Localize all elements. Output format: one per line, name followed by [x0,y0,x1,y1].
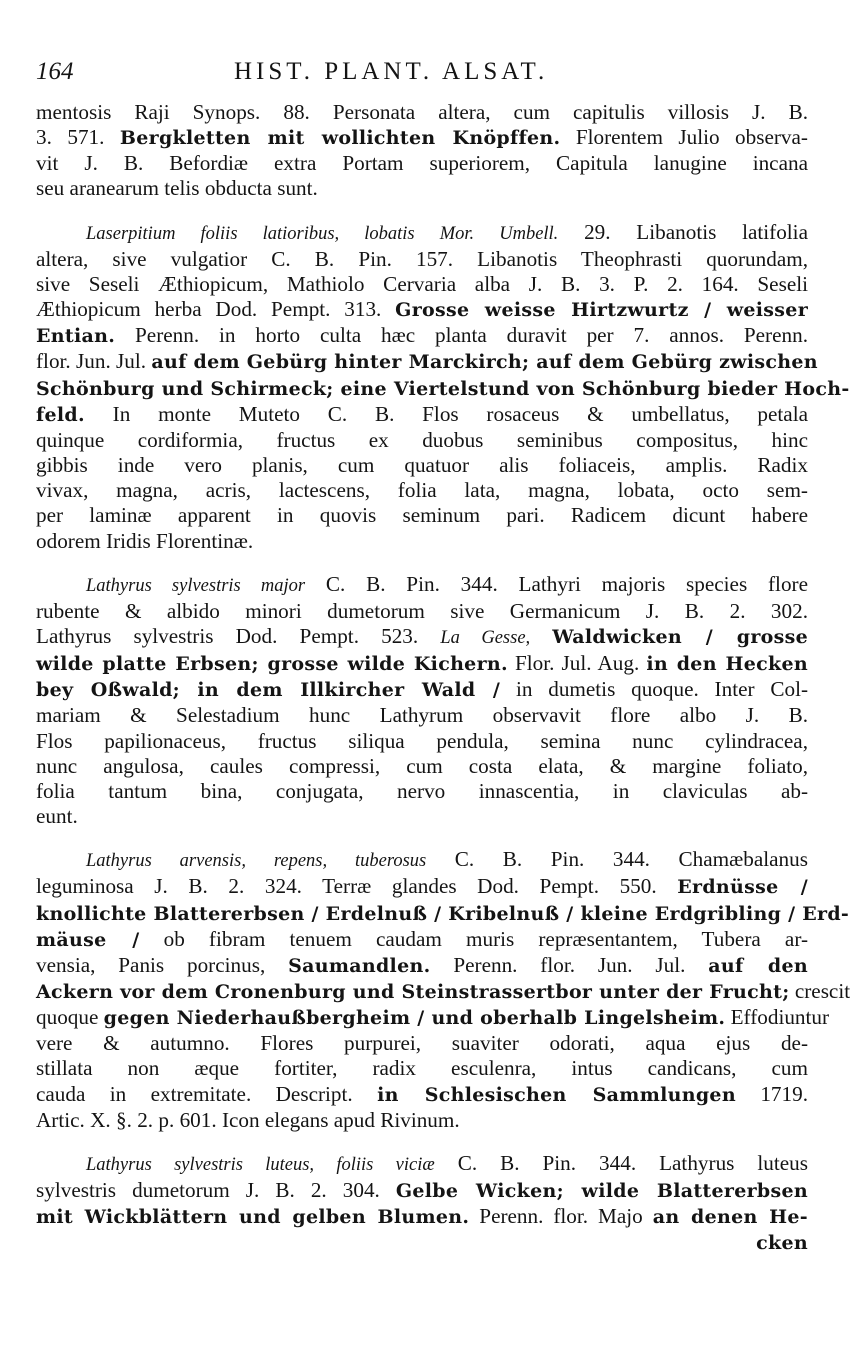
roman-text: sylvestris dumetorum J. B. 2. 304. [36,1178,396,1203]
roman-text: per laminæ apparent in quovis seminum pari. Radicem dicunt habere [36,503,808,528]
text-line [36,125,808,151]
text-line [36,151,808,176]
text-line [36,453,808,478]
blackletter-text: Saumandlen. [288,954,431,977]
roman-text: altera, sive vulgatior C. B. Pin. 157. Libanotis Theophrasti quorundam, [36,246,808,271]
italic-text: Lathyrus sylvestris luteus, foliis viciæ [86,1154,435,1175]
roman-text: vere & autumno. Flores purpurei, suaviter odorati, aqua ejus de- [36,1031,808,1056]
roman-text: 3. 571. [36,125,120,150]
entry-lathyrus-sylvestris-major [36,572,808,830]
blackletter-text: mäuse / [36,928,140,951]
blackletter-text: auf dem Gebürg hinter Marckirch; auf dem Gebürg zwischen [151,351,818,374]
text-line [36,349,818,375]
roman-text: vit J. B. Befordiæ extra Portam superiorem, Capitula lanugine incana [36,151,808,176]
roman-text: Perenn. in horto culta hæc planta duravit per 7. annos. Perenn. [115,323,808,348]
roman-text: 1719. [735,1081,808,1106]
text-line [36,599,808,624]
roman-text: vivax, magna, acris, lactescens, folia lata, magna, lobata, octo sem- [36,478,808,503]
blackletter-text: Grosse weisse Hirtzwurtz / weisser [395,299,808,322]
italic-text: Lathyrus sylvestris major [86,575,306,596]
italic-text: La Gesse, [440,627,531,648]
roman-text [530,624,552,648]
entry-lathyrus-sylvestris-luteus [36,1151,808,1257]
text-line [36,529,808,554]
roman-text: mentosis Raji Synops. 88. Personata altera, cum capitulis villosis J. B. [36,100,808,124]
text-line [36,1056,808,1081]
text-line [36,220,808,247]
text-line [36,1031,808,1056]
roman-text: stillata non æque fortiter, radix esculenra, intus candicans, cum [36,1056,808,1081]
italic-text: Laserpitium foliis latioribus, lobatis Mor. Umbell. [86,223,559,244]
roman-text: Perenn. flor. Majo [469,1204,653,1229]
roman-text: odorem Iridis Florentinæ. [36,528,254,553]
page-header [36,58,806,92]
roman-text: flor. Jun. Jul. [36,349,152,374]
text-line [36,1204,808,1230]
roman-text: quinque cordiformia, fructus ex duobus seminibus compositus, hinc [36,427,808,452]
text-line [36,874,808,900]
text-line [36,1151,808,1178]
roman-text: quoque [36,1005,104,1030]
roman-text: In monte Muteto C. B. Flos rosaceus & umbellatus, petala [84,401,808,426]
blackletter-text: gegen Niederhaußbergheim / und oberhalb Lingelsheim. [103,1007,726,1030]
roman-text: Florentem Julio observa- [560,125,808,150]
blackletter-text: bey Oßwald; in dem Illkircher Wald / [36,679,501,702]
roman-text: rubente & albido minori dumetorum sive Germanicum J. B. 2. 302. [36,598,808,623]
text-line [36,478,808,503]
text-line [36,272,808,297]
roman-text: folia tantum bina, conjugata, nervo innascentia, in claviculas ab- [36,778,808,803]
text-line [36,1082,808,1108]
roman-text: in dumetis quoque. Inter Col- [500,677,809,702]
roman-text: nunc angulosa, caules compressi, cum costa elata, & margine foliato, [36,753,808,778]
text-line [36,297,808,323]
blackletter-text: Waldwicken / grosse [552,625,808,648]
text-line [36,323,808,349]
text-line [36,901,850,927]
blackletter-text: in Schlesischen Sammlungen [377,1083,736,1106]
roman-text: vensia, Panis porcinus, [36,952,289,977]
roman-text: leguminosa J. B. 2. 324. Terræ glandes Dod. Pempt. 550. [36,874,678,899]
blackletter-text: knollichte Blattererbsen / Erdelnuß / Kribelnuß / kleine Erdgribling / Erd- [36,902,850,925]
text-line [36,729,808,754]
blackletter-text: in den Hecken [646,653,808,676]
body-text [36,100,850,1257]
blackletter-text: Entian. [36,325,116,348]
roman-text: C. B. Pin. 344. Lathyrus luteus [434,1150,808,1175]
text-line [36,1230,808,1256]
blackletter-text: cken [756,1232,808,1255]
blackletter-text: Bergkletten mit wollichten Knöpffen. [119,127,561,150]
text-line [36,402,808,428]
text-line [36,1178,808,1204]
text-line [36,176,808,201]
blackletter-text: Schönburg und Schirmeck; eine Viertelstund von Schönburg bieder Hoch- [36,377,850,400]
roman-text: crescit [789,979,850,1003]
text-line [36,428,808,453]
blackletter-text: Ackern vor dem Cronenburg und Steinstrassertbor unter der Frucht; [36,981,790,1003]
roman-text: Artic. X. §. 2. p. 601. Icon elegans apud Rivinum. [36,1107,460,1132]
page-number: 164 [36,58,74,85]
roman-text: Flos papilionaceus, fructus siliqua pendula, semina nunc cylindracea, [36,728,808,753]
text-line [36,927,808,953]
blackletter-text: auf den [708,954,808,977]
roman-text: mariam & Selestadium hunc Lathyrum observavit flore albo J. B. [36,703,808,728]
text-line [36,572,808,599]
text-line [36,1108,808,1133]
roman-text: Lathyrus sylvestris Dod. Pempt. 523. [36,623,441,648]
blackletter-text: Erdnüsse / [677,876,808,899]
blackletter-text: Gelbe Wicken; wilde Blattererbsen [395,1180,808,1203]
roman-text: seu aranearum telis obducta sunt. [36,176,318,201]
italic-text: Lathyrus arvensis, repens, tuberosus [86,851,427,872]
roman-text: cauda in extremitate. Descript. [36,1081,378,1106]
roman-text: sive Seseli Æthiopicum, Mathiolo Cervaria alba J. B. 3. P. 2. 164. Seseli [36,271,808,296]
text-line [36,703,808,728]
text-line [36,376,850,402]
roman-text: Flor. Jul. Aug. [507,651,647,676]
roman-text: C. B. Pin. 344. Lathyri majoris species flore [305,571,808,596]
text-line [36,100,808,125]
text-line [36,979,850,1005]
entry-personata-continued [36,100,808,202]
text-line [36,1005,830,1031]
text-line [36,847,808,874]
blackletter-text: wilde platte Erbsen; grosse wilde Kichern. [36,653,508,676]
roman-text: Effodiuntur [725,1005,830,1030]
text-line [36,754,808,779]
roman-text: C. B. Pin. 344. Chamæbalanus [426,847,808,872]
entry-lathyrus-arvensis [36,847,850,1133]
roman-text: Perenn. flor. Jun. Jul. [430,952,709,977]
text-line [36,624,808,651]
blackletter-text: mit Wickblättern und gelben Blumen. [36,1206,470,1229]
text-line [36,779,808,804]
text-line [36,503,808,528]
text-line [36,677,808,703]
roman-text: gibbis inde vero planis, cum quatuor alis foliaceis, amplis. Radix [36,453,808,478]
running-title: HIST. PLANT. ALSAT. [234,58,549,85]
entry-laserpitium [36,219,850,554]
roman-text: eunt. [36,804,78,829]
blackletter-text: feld. [36,403,85,426]
blackletter-text: an denen He- [652,1206,808,1229]
roman-text: ob fibram tenuem caudam muris repræsentantem, Tubera ar- [139,926,809,951]
text-line [36,247,808,272]
roman-text: Æthiopicum herba Dod. Pempt. 313. [36,297,396,322]
text-line [36,651,808,677]
text-line [36,953,808,979]
roman-text: 29. Libanotis latifolia [558,219,808,244]
text-line [36,804,808,829]
